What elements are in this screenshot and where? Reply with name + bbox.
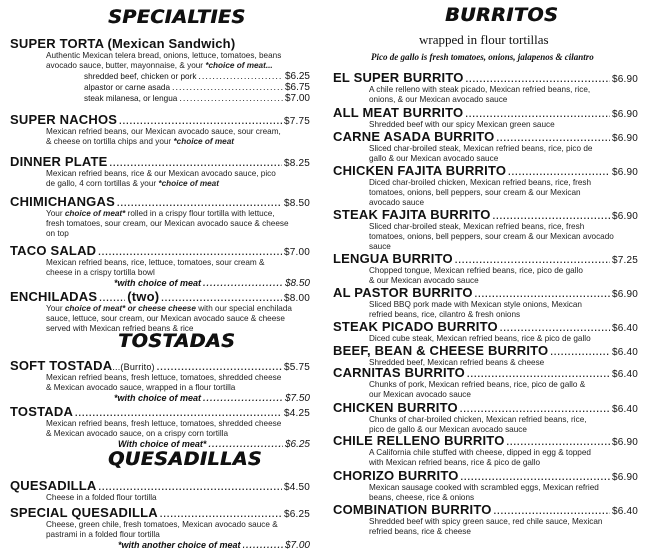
option-row: *with another choice of meat ..... $7.00 xyxy=(10,540,310,551)
menu-item-enchiladas xyxy=(10,289,310,334)
item-name: ENCHILADAS xyxy=(10,289,98,304)
item-name: CHILE RELLENO BURRITO xyxy=(333,433,505,448)
menu-item-chimichangas xyxy=(10,194,310,239)
item-desc: onions, & our Mexican avocado sauce xyxy=(369,95,508,104)
item-price: $7.25 xyxy=(611,255,638,266)
item-desc: Mexican refried beans, fresh lettuce, tomatoes, shredded cheese xyxy=(46,419,282,428)
item-name: CARNE ASADA BURRITO xyxy=(333,129,495,144)
item-desc: Mexican refried beans, fresh lettuce, tomatoes, shredded cheese xyxy=(46,373,282,382)
item-price: $6.40 xyxy=(611,323,638,334)
menu-item-burrito xyxy=(333,468,638,503)
item-desc: & Mexican avocado sauce, wrapped in a flour tortilla xyxy=(46,383,236,392)
option-row: *with choice of meat ..... $8.50 xyxy=(10,278,310,289)
item-name: CHICKEN FAJITA BURRITO xyxy=(333,163,507,178)
item-name: BEEF, BEAN & CHEESE BURRITO xyxy=(333,343,549,358)
menu-item-burrito xyxy=(333,365,638,400)
quesadillas-title: QUESADILLAS xyxy=(108,448,262,470)
item-price: $6.40 xyxy=(611,347,638,358)
item-price: $6.90 xyxy=(611,74,638,85)
menu-item-super-nachos xyxy=(10,112,310,147)
item-name: TACO SALAD xyxy=(10,243,97,258)
specialties-title: SPECIALTIES xyxy=(108,6,246,28)
item-desc: cheese in a crispy tortilla bowl xyxy=(46,268,155,277)
item-name: QUESADILLA xyxy=(10,478,97,493)
item-name: SUPER NACHOS xyxy=(10,112,118,127)
item-name: AL PASTOR BURRITO xyxy=(333,285,473,300)
item-price: $6.90 xyxy=(611,472,638,483)
item-desc: sauce xyxy=(369,242,391,251)
tostadas-title: TOSTADAS xyxy=(118,330,236,352)
item-price: $6.90 xyxy=(611,109,638,120)
item-price: $7.75 xyxy=(283,116,310,127)
item-price: $6.90 xyxy=(611,133,638,144)
item-name: SUPER TORTA (Mexican Sandwich) xyxy=(10,36,236,51)
item-name: LENGUA BURRITO xyxy=(333,251,453,266)
item-name: CARNITAS BURRITO xyxy=(333,365,465,380)
item-price: $5.75 xyxy=(283,362,310,373)
item-desc: Chopped tongue, Mexican refried beans, rice, pico de gallo xyxy=(369,266,583,275)
item-desc: A California chile stuffed with cheese, dipped in egg & topped xyxy=(369,448,591,457)
item-desc: Chunks of char-broiled chicken, Mexican refried beans, rice, xyxy=(369,415,587,424)
item-desc: & our Mexican avocado sauce xyxy=(369,276,479,285)
item-desc: pico de gallo & our Mexican avocado sauce xyxy=(369,425,527,434)
item-price: $6.90 xyxy=(611,289,638,300)
item-desc: refried beans, rice & cheese xyxy=(369,527,471,536)
item-desc: Cheese in a folded flour tortilla xyxy=(46,493,157,502)
item-desc: Sliced char-broiled steak, Mexican refried beans, rice, fresh xyxy=(369,222,585,231)
item-name: ALL MEAT BURRITO xyxy=(333,105,464,120)
item-desc: avocado sauce, butter, mayonnaise, & your *choice of meat... xyxy=(46,61,273,70)
menu-item-burrito xyxy=(333,400,638,435)
menu-item-burrito xyxy=(333,70,638,105)
option-row: alpastor or carne asada ..... $6.75 xyxy=(84,82,310,93)
burritos-title: BURRITOS xyxy=(445,4,559,26)
option-row: With choice of meat* ..... $6.25 xyxy=(10,439,310,450)
item-desc: A chile relleno with steak picado, Mexican refried beans, rice, xyxy=(369,85,591,94)
item-price: $4.50 xyxy=(283,482,310,493)
item-desc: & Mexican avocado sauce, on a crispy corn tortilla xyxy=(46,429,229,438)
item-desc: Mexican refried beans, our Mexican avocado sauce, sour cream, xyxy=(46,127,281,136)
item-desc: Authentic Mexican telera bread, onions, lettuce, tomatoes, beans xyxy=(46,51,282,60)
item-price: $6.40 xyxy=(611,369,638,380)
item-desc: Mexican refried beans, rice, lettuce, tomatoes, sour cream & xyxy=(46,258,265,267)
menu-item-quesadilla xyxy=(10,478,310,503)
menu-item-burrito xyxy=(333,105,638,130)
menu-item-soft-tostada: SOFT TOSTADA ... (Burrito) ..... $5.75 Mexican refried beans, fresh lettuce, tomatoes, shredded cheese & Mexican avocado sauce, wrapped in a flour tortilla *with choice of meat ..... $7.50 xyxy=(10,358,310,404)
item-name: COMBINATION BURRITO xyxy=(333,502,492,517)
item-price: $6.90 xyxy=(611,211,638,222)
item-desc: de gallo, 4 corn tortillas & your *choice of meat xyxy=(46,179,219,188)
item-desc: Diced cube steak, Mexican refried beans, rice & pico de gallo xyxy=(369,334,591,343)
item-price: $8.50 xyxy=(283,198,310,209)
item-desc: Chunks of pork, Mexican refried beans, rice, pico de gallo & xyxy=(369,380,586,389)
menu-item-burrito xyxy=(333,251,638,286)
item-price: $6.40 xyxy=(611,404,638,415)
item-price: $7.00 xyxy=(283,247,310,258)
item-desc: with Mexican refried beans, rice & pico de gallo xyxy=(369,458,541,467)
item-name: CHICKEN BURRITO xyxy=(333,400,458,415)
item-name: CHIMICHANGAS xyxy=(10,194,115,209)
item-name: STEAK FAJITA BURRITO xyxy=(333,207,491,222)
item-price: $8.00 xyxy=(283,293,310,304)
item-desc: beans, cheese, rice & onions xyxy=(369,493,475,502)
menu-item-taco-salad xyxy=(10,243,310,289)
item-price: $6.90 xyxy=(611,437,638,448)
item-desc: our Mexican avocado sauce xyxy=(369,390,471,399)
item-desc: Shredded beef with our spicy Mexican green sauce xyxy=(369,120,555,129)
menu-item-burrito xyxy=(333,433,638,468)
item-price: $6.90 xyxy=(611,167,638,178)
item-price: $4.25 xyxy=(283,408,310,419)
item-desc: tomatoes, onions, bell peppers, sour cream & our Mexican avocado xyxy=(369,232,614,241)
item-name: STEAK PICADO BURRITO xyxy=(333,319,498,334)
option-list xyxy=(10,71,310,104)
menu-item-burrito xyxy=(333,502,638,537)
item-price: $8.25 xyxy=(283,158,310,169)
item-name: EL SUPER BURRITO xyxy=(333,70,464,85)
item-desc: Sliced BBQ pork made with Mexican style onions, Mexican xyxy=(369,300,582,309)
item-desc: Cheese, green chile, fresh tomatoes, Mexican avocado sauce & xyxy=(46,520,278,529)
item-name: CHORIZO BURRITO xyxy=(333,468,459,483)
menu-item-dinner-plate xyxy=(10,154,310,189)
item-desc: gallo & our Mexican avocado sauce xyxy=(369,154,499,163)
menu-item-burrito xyxy=(333,163,638,208)
item-price: $6.40 xyxy=(611,506,638,517)
item-desc: Your choice of meat* or cheese cheese with our special enchilada xyxy=(46,304,292,313)
menu-item-super-torta xyxy=(10,36,310,104)
item-desc: fresh tomatoes, sour cream, our Mexican avocado sauce & cheese xyxy=(46,219,289,228)
item-desc: avocado sauce xyxy=(369,198,425,207)
menu-item-special-quesadilla xyxy=(10,505,310,551)
item-desc: sauce, lettuce, sour cream, our Mexican avocado sauce & cheese xyxy=(46,314,285,323)
item-desc: tomatoes, onions, bell peppers, sour cream & our Mexican xyxy=(369,188,581,197)
pico-note: Pico de gallo is fresh tomatoes, onions, jalapenos & cilantro xyxy=(371,52,594,62)
item-desc: Mexican refried beans, rice & our Mexican avocado sauce, pico xyxy=(46,169,276,178)
item-desc: Shredded beef, Mexican refried beans & cheese xyxy=(369,358,545,367)
item-desc: Diced char-broiled chicken, Mexican refried beans, rice, fresh xyxy=(369,178,592,187)
item-desc: served with Mexican refried beans & rice xyxy=(46,324,194,333)
menu-item-burrito xyxy=(333,207,638,252)
item-name: SOFT TOSTADA xyxy=(10,358,113,373)
item-name: DINNER PLATE xyxy=(10,154,108,169)
item-desc: Mexican sausage cooked with scrambled eggs, Mexican refried xyxy=(369,483,599,492)
item-name: SPECIAL QUESADILLA xyxy=(10,505,158,520)
item-desc: Shredded beef with spicy green sauce, red chile sauce, Mexican xyxy=(369,517,603,526)
item-desc: pastrami in a folded flour tortilla xyxy=(46,530,160,539)
menu-item-burrito xyxy=(333,319,638,344)
item-qty: (two) xyxy=(127,289,160,304)
item-desc: & cheese on tortilla chips and your *choice of meat xyxy=(46,137,234,146)
option-row: steak milanesa, or lengua ..... $7.00 xyxy=(84,93,310,104)
burritos-subtitle: wrapped in flour tortillas xyxy=(419,32,549,47)
item-desc: on top xyxy=(46,229,69,238)
item-price: $6.25 xyxy=(283,509,310,520)
item-qty: (Burrito) xyxy=(120,362,155,372)
menu-item-tostada xyxy=(10,404,310,450)
option-row: *with choice of meat ..... $7.50 xyxy=(10,393,310,404)
item-desc: Your choice of meat* rolled in a crispy flour tortilla with lettuce, xyxy=(46,209,275,218)
item-name: TOSTADA xyxy=(10,404,74,419)
option-row: shredded beef, chicken or pork ..... $6.25 xyxy=(84,71,310,82)
menu-item-burrito xyxy=(333,129,638,164)
item-desc: Sliced char-broiled steak, Mexican refried beans, rice, pico de xyxy=(369,144,593,153)
item-desc: refried beans, rice, cilantro & fresh onions xyxy=(369,310,521,319)
menu-item-burrito xyxy=(333,285,638,320)
